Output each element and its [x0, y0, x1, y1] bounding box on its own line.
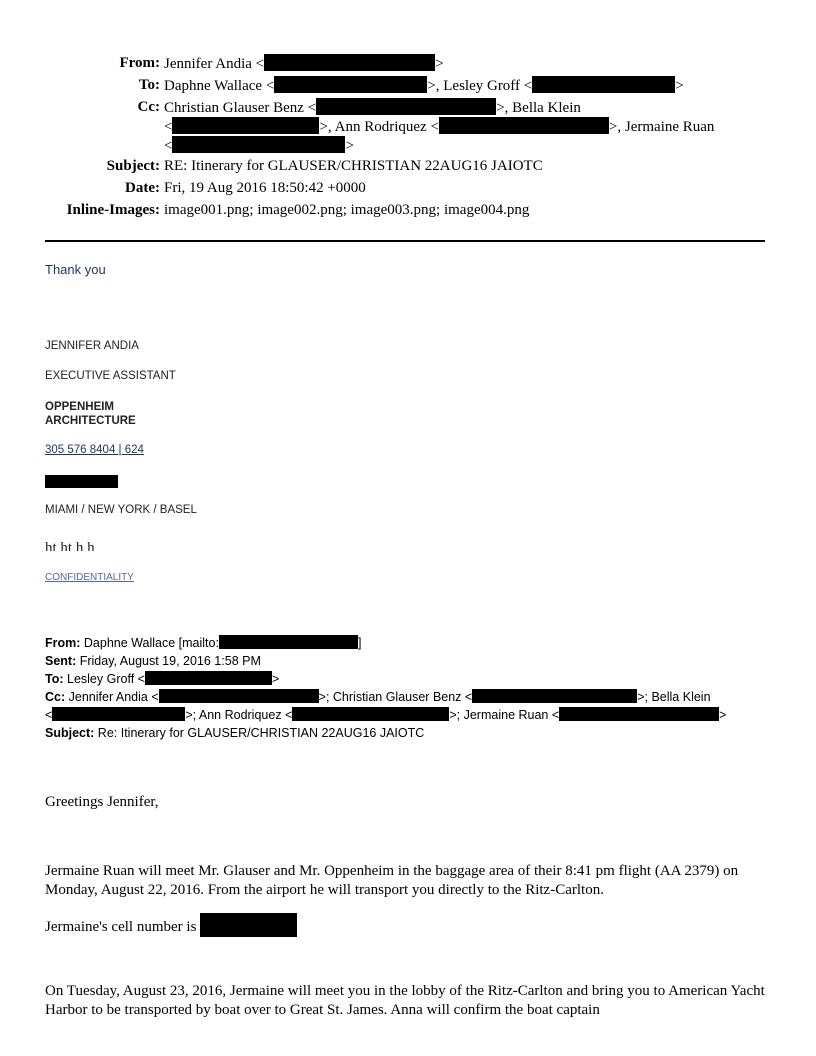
header-from-label: From: [119, 55, 160, 71]
message-paragraph-1: Jermaine Ruan will meet Mr. Glauser and Mr. Oppenheim in the baggage area of their 8:41 pm flight (AA 2379) on Monday, August 22, 2016. From the airport he will transport you directly to the Ritz-Carlton. [45, 863, 739, 898]
redaction [292, 707, 449, 721]
fwd-sent-row: Sent: Friday, August 19, 2016 1:58 PM [45, 654, 261, 668]
redaction [145, 671, 272, 685]
redaction [274, 76, 427, 93]
email-page: From: Jennifer Andia < > To: Daphne Wallace < >, Lesley Groff < > Cc: Christian Glauser Benz < >, Bella Klein < >, Ann Rodriquez < >, Jermaine Ruan < > Subject: RE: Itinerary for GLAUSER/CHRISTIAN 22AUG16 JAIOTC Date: Fri, 19 Aug 2016 18:50:42 +0000 Inline-Images: image001.png; image002.png; image003.png; image004.png Thank you JENNIFER ANDIA EXECUTIVE ASSISTANT OPPENHEIM ARCHITECTURE 305 576 8404 | 624 MIAMI / NEW YORK / BASEL ht ht h h CONFIDENTIALITY From: Daphne Wallace [mailto: ] Sent: Friday, August 19, 2016 1:58 PM To: Lesley Groff < > Cc: Jennifer Andia < >; Christian Glauser Benz < >; Bella Klein < >; Ann Rodriquez < >; Jermaine Ruan < > Subject: Re: Itinerary for GLAUSER/CHRISTIAN 22AUG16 JAIOTC Greetings Jennifer, Jermaine Ruan will meet Mr. Glauser and Mr. Oppenheim in the baggage area of their 8:41 pm flight (AA 2379) on Monday, August 22, 2016. From the airport he will transport you directly to the Ritz-Carlton. Jermaine's cell number is On Tuesday, August 23, 2016, Jermaine will meet you in the lobby of the Ritz-Carlton and bring you to American Yacht Harbor to be transported by boat over to Great St. James. Anna will confirm the boat captain [0, 0, 816, 1056]
confidentiality-link[interactable]: CONFIDENTIALITY [45, 572, 134, 583]
signature-title: EXECUTIVE ASSISTANT [45, 370, 176, 382]
signature-locations: MIAMI / NEW YORK / BASEL [45, 504, 197, 516]
redaction [172, 136, 345, 153]
redaction [439, 117, 609, 134]
header-inline-images-value: image001.png; image002.png; image003.png; image004.png [164, 202, 530, 218]
redaction [159, 689, 319, 703]
fwd-cc-row: Cc: Jennifer Andia < >; Christian Glauser Benz < >; Bella Klein [45, 690, 711, 704]
redaction [559, 707, 719, 721]
fwd-subject-row: Subject: Re: Itinerary for GLAUSER/CHRISTIAN 22AUG16 JAIOTC [45, 726, 425, 740]
header-date-label: Date: [125, 180, 160, 196]
signature-company: OPPENHEIM ARCHITECTURE [45, 401, 136, 427]
header-divider [45, 240, 765, 242]
redaction [264, 54, 435, 71]
fwd-from-row: From: Daphne Wallace [mailto: ] [45, 636, 362, 650]
header-inline-images-label: Inline-Images: [66, 202, 160, 218]
redaction [532, 76, 675, 93]
reply-thank-you: Thank you [45, 262, 106, 277]
message-cell-line: Jermaine's cell number is [45, 913, 770, 937]
header-to-value: Daphne Wallace < >, Lesley Groff < > [164, 78, 684, 94]
redaction [52, 707, 185, 721]
signature-cut-line: ht ht h h [45, 540, 95, 551]
header-cc-label: Cc: [137, 99, 160, 115]
signature-redaction [45, 475, 118, 488]
header-subject-value: RE: Itinerary for GLAUSER/CHRISTIAN 22AUG16 JAIOTC [164, 158, 543, 174]
redaction [45, 475, 118, 488]
fwd-to-row: To: Lesley Groff < > [45, 672, 280, 686]
redaction [219, 635, 358, 649]
redaction [200, 913, 297, 937]
header-subject-label: Subject: [106, 158, 160, 174]
signature-name: JENNIFER ANDIA [45, 340, 139, 352]
header-from-value: Jennifer Andia < > [164, 56, 444, 72]
fwd-cc-row-2: < >; Ann Rodriquez < >; Jermaine Ruan < > [45, 708, 727, 722]
redaction [472, 689, 637, 703]
redaction [172, 117, 319, 134]
signature-phone-link[interactable]: 305 576 8404 | 624 [45, 444, 144, 456]
redaction [316, 98, 496, 115]
header-cc-value: Christian Glauser Benz < >, Bella Klein [164, 100, 581, 116]
header-date-value: Fri, 19 Aug 2016 18:50:42 +0000 [164, 180, 366, 196]
message-greeting: Greetings Jennifer, [45, 794, 159, 810]
header-to-label: To: [138, 77, 160, 93]
message-paragraph-2: On Tuesday, August 23, 2016, Jermaine will meet you in the lobby of the Ritz-Carlton and bring you to American Yacht Harbor to be transported by boat over to Great St. James. Anna will confirm the boat captain [45, 983, 765, 1018]
